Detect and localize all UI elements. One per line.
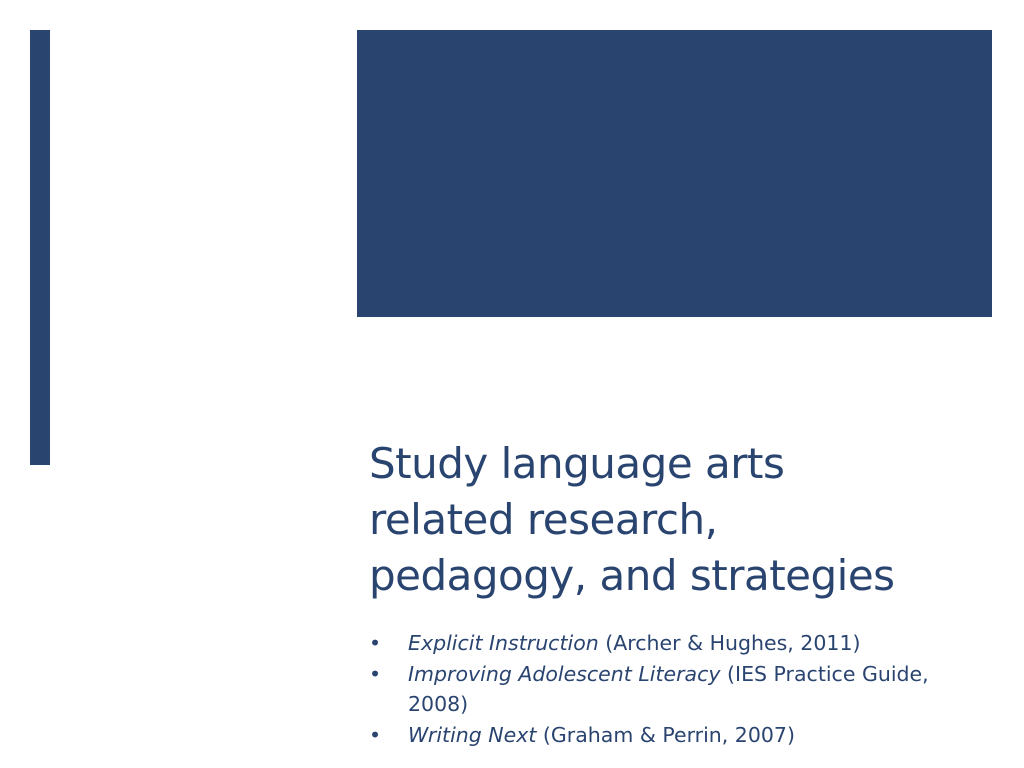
- bullet-marker: •: [369, 722, 382, 747]
- bullet-source-title: Writing Next: [408, 722, 537, 747]
- bullet-item: [369, 628, 989, 659]
- header-color-block: [357, 30, 992, 317]
- left-accent-bar: [30, 30, 50, 465]
- bullet-list: [369, 628, 989, 750]
- title-line: related research,: [369, 495, 718, 544]
- bullet-marker: •: [369, 631, 382, 655]
- bullet-item: [369, 720, 989, 751]
- bullet-marker: •: [369, 661, 382, 686]
- bullet-item: [369, 659, 989, 720]
- bullet-citation: (IES Practice Guide, 2008): [408, 661, 929, 716]
- bullet-source-title: Explicit Instruction: [408, 631, 599, 655]
- bullet-citation: (Archer & Hughes, 2011): [598, 631, 861, 655]
- title-line: Study language arts: [369, 439, 785, 488]
- bullet-citation: (Graham & Perrin, 2007): [536, 722, 795, 747]
- bullet-source-title: Improving Adolescent Literacy: [408, 661, 721, 686]
- slide-title: [369, 436, 1009, 604]
- title-line: pedagogy, and strategies: [369, 551, 895, 600]
